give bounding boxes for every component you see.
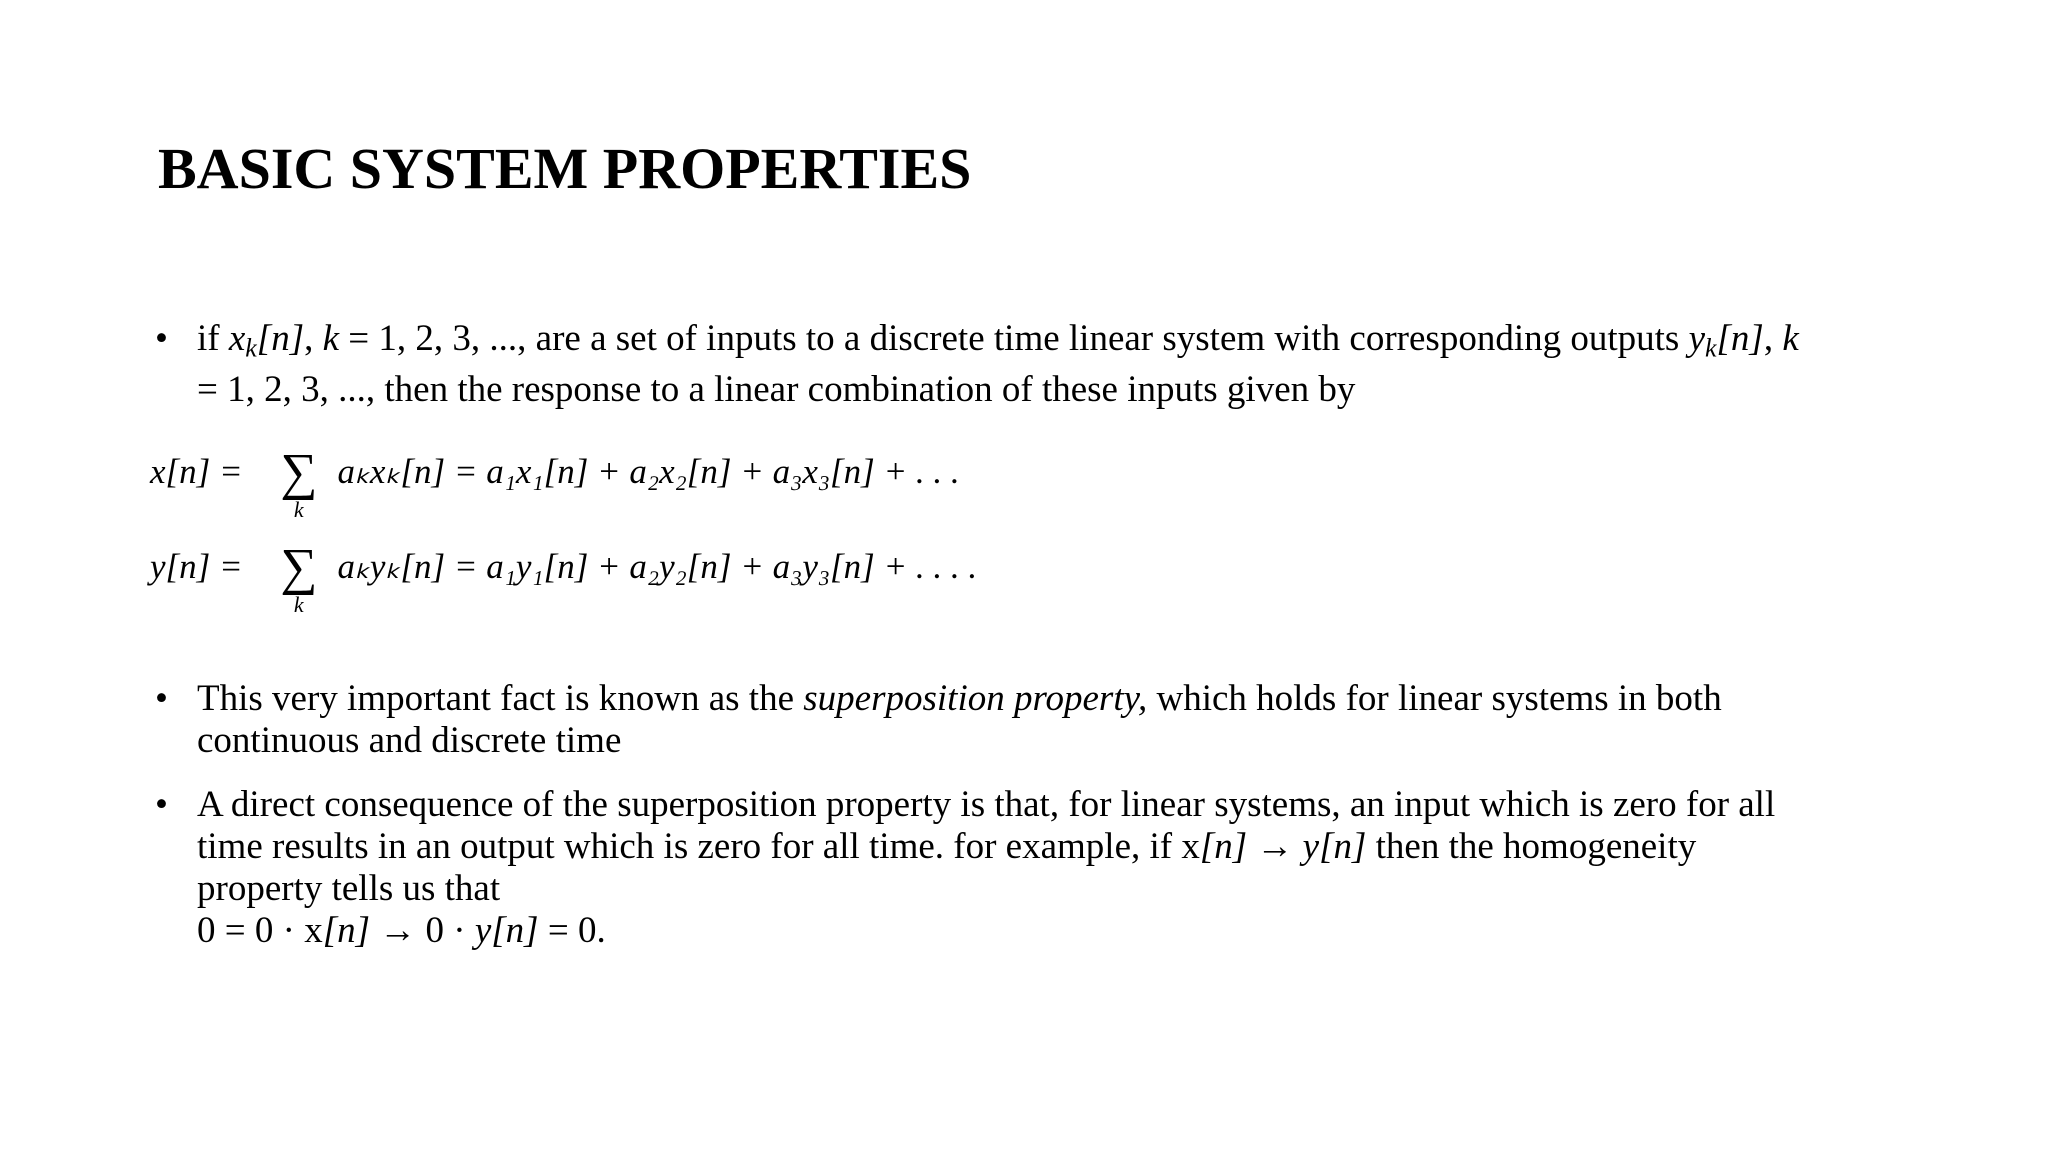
bullet-marker: •	[155, 678, 168, 719]
sum-index: k	[293, 592, 304, 617]
math-y: y[n]	[474, 910, 539, 951]
text-run: ,	[1763, 318, 1783, 359]
equation-rhs: aₖyₖ[n] = a₁y₁[n] + a₂y₂[n] + a₃y₃[n] + . . . .	[337, 547, 978, 586]
text-run: ,	[304, 318, 323, 359]
summation-symbol	[269, 538, 329, 617]
math-index: [n]	[256, 318, 305, 359]
text-run: = 0.	[538, 910, 606, 951]
math-index: [n]	[1716, 318, 1764, 359]
bullet-item-inputs	[155, 318, 1915, 411]
text-run: = 1, 2, 3, ..., are a set of inputs to a discrete time linear system with corresponding outputs	[339, 318, 1689, 359]
bullet-item-superposition	[155, 678, 1855, 762]
bullet-text	[197, 784, 1915, 952]
bullet-text	[197, 318, 1915, 411]
math-k: k	[1782, 318, 1799, 359]
sigma-glyph: ∑	[280, 539, 318, 596]
equation-rhs: aₖxₖ[n] = a₁x₁[n] + a₂x₂[n] + a₃x₃[n] + . . .	[337, 452, 960, 491]
emphasis-text: superposition property,	[803, 678, 1148, 719]
text-run: which holds for linear systems in both continuous and discrete time	[197, 678, 1722, 761]
math-y: y	[1688, 318, 1705, 359]
math-x: x	[228, 318, 246, 359]
equation-y	[150, 538, 978, 617]
text-run: property tells us that	[197, 868, 501, 909]
text-run: if	[197, 318, 229, 359]
equation-x	[150, 443, 960, 522]
equation-lhs: x[n] =	[150, 452, 243, 491]
sigma-glyph: ∑	[280, 444, 318, 501]
sum-index: k	[293, 497, 304, 522]
bullet-item-consequence	[155, 784, 1915, 952]
bullet-text	[197, 678, 1855, 762]
math-subscript: k	[245, 333, 257, 363]
bullet-marker: •	[155, 784, 168, 825]
summation-symbol	[269, 443, 329, 522]
text-run: then the homogeneity	[1366, 826, 1697, 867]
slide-title: BASIC SYSTEM PROPERTIES	[158, 136, 972, 201]
equation-lhs: y[n] =	[150, 547, 243, 586]
text-run: A direct consequence of the superposition property is that, for linear systems, an input which is zero for all	[197, 784, 1776, 825]
bullet-marker: •	[155, 318, 168, 359]
text-run: time results in an output which is zero for all time. for example, if x	[197, 826, 1200, 867]
math-index: [n]	[322, 910, 371, 951]
math-subscript: k	[1705, 333, 1717, 363]
text-run: 0 = 0 · x	[197, 910, 323, 951]
math-k: k	[322, 318, 340, 359]
text-run: This very important fact is known as the	[197, 678, 804, 719]
text-run: → 0 ·	[370, 910, 475, 951]
math-mapping: [n] → y[n]	[1199, 826, 1367, 867]
text-run: = 1, 2, 3, ..., then the response to a linear combination of these inputs given by	[197, 369, 1356, 411]
